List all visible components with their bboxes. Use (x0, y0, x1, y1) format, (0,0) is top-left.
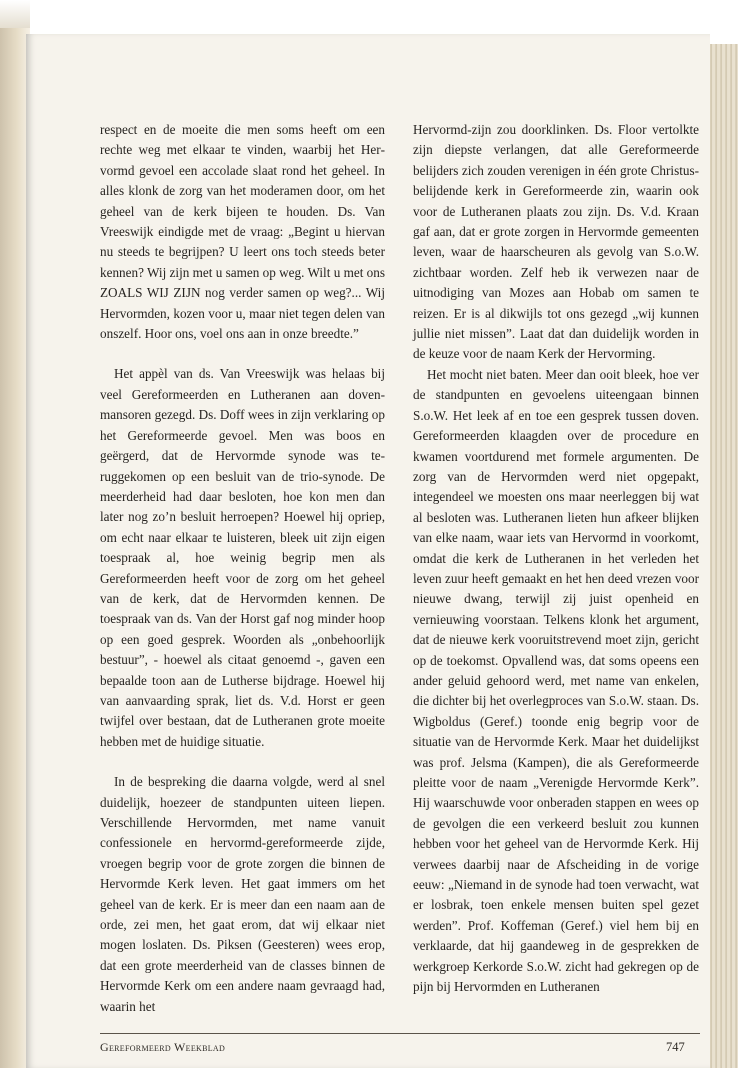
paragraph: Het mocht niet baten. Meer dan ooit bleek, hoe ver de standpunten en gevoelens uiteengaan binnen S.o.W. Het leek af en toe een gesprek tussen doven. Gereformeerden klaagden over de procedure en kwamen voortdurend met formele argumenten. De zorg van de Hervormden werd niet opgepakt, integendeel we moesten ons maar neerleggen bij wat al besloten was. Lutheranen lieten hun afkeer blijken van elke naam, waar iets van Hervormd in voorkomt, omdat die kerk de Lutheranen in het verleden het leven zuur heeft gemaakt en het hen deed vrezen voor nieuwe dwang, terwijl zij juist openheid en vernieuwing voorstaan. Telkens klonk het argument, dat de nieuwe kerk vooruitstrevend moet zijn, gericht op de toekomst. Opvallend was, dat soms opeens een ander geluid gehoord werd, met name van enkelen, die dichter bij het overlegproces van S.o.W. staan. Ds. Wigboldus (Geref.) toonde enig begrip voor de situatie van de Hervormde Kerk. Maar het duidelijkst was prof. Jelsma (Kampen), die als Gereformeerde pleitte voor de naam „Verenigde Hervormde Kerk”. Hij waarschuwde voor onberaden stappen en wees op de gevolgen die een verkeerd besluit zou kunnen hebben voor het geheel van de Hervormde Kerk. Hij verwees daarbij naar de Afscheiding in de vorige eeuw: „Niemand in de synode had toen verwacht, wat er losbrak, toen enkele mensen buiten spel gezet werden”. Prof. Koffeman (Geref.) viel hem bij en verklaarde, dat hij gaandeweg in de gesprekken de werkgroep Kerkorde S.o.W. zicht had gekregen op de pijn bij Hervormden en Lutheranen (413, 366, 699, 995)
footer-rule (100, 1033, 700, 1034)
magazine-page (26, 34, 710, 1068)
paragraph: Hervormd-zijn zou doorklinken. Ds. Floor vertolkte zijn diepste verlangen, dat alle Gereformeerde belijders zich zouden verenigen in één grote Christus-belijdende kerk in Gereformeerde zin, waarin ook voor de Lutheranen plaats zou zijn. Ds. V.d. Kraan gaf aan, dat er grote zorgen in Hervormde gemeenten leven, waar de haarscheuren als gevolg van S.o.W. zichtbaar worden. Zelf heb ik verwezen naar de uitnodiging van Mozes aan Hobab om samen te reizen. Er is al dikwijls tot ons gezegd „wij kunnen jullie niet missen”. Laat dat dan duidelijk worden in de keuze voor de naam Kerk der Hervorming. (413, 122, 699, 362)
paragraph: In de bespreking die daarna volgde, werd al snel duidelijk, hoezeer de standpunten uiteen liepen. Verschillende Hervormden, met name vanuit confessionele en hervormd-gereformeerde zijde, vroegen begrip voor de grote zorgen die binnen de Hervormde Kerk leven. Het gaat immers om het geheel van de kerk. Er is meer dan een naam aan de orde, zei men, het gaat erom, dat wij elkaar niet mogen loslaten. Ds. Piksen (Geesteren) wees erop, dat een grote meerderheid van de classes binnen de Hervormde Kerk om een andere naam gevraagd had, waarin het (100, 774, 385, 1014)
publication-title: Gereformeerd Weekblad (100, 1040, 226, 1054)
right-column (413, 120, 699, 997)
paragraph: respect en de moeite die men soms heeft om een rechte weg met elkaar te vinden, waarbij het Hervormd gevoel een accolade slaat rond het geheel. In alles klonk de zorg van het moderamen door, om het geheel van de kerk bijeen te houden. Ds. Van Vreeswijk eindigde met de vraag: „Begint u hiervan nu steeds te begrijpen? U leert ons toch steeds beter kennen? Wij zijn met u samen op weg. Wilt u met ons ZOALS WIJ ZIJN nog verder samen op weg?... Wij Hervormden, kozen voor u, maar niet tegen delen van onszelf. Hoor ons, voel ons aan in onze breedte.” (100, 122, 385, 342)
page-edges (708, 44, 738, 1068)
paragraph: Het appèl van ds. Van Vreeswijk was helaas bij veel Gereformeerden en Lutheranen aan dovenmansoren gezegd. Ds. Doff wees in zijn verklaring op het Gereformeerde gevoel. Men was boos en geërgerd, dat de Hervormde synode was teruggekomen op een besluit van de trio-synode. De meerderheid had daar besloten, hoe kon men dan later nog zo’n besluit herroepen? Hoewel hij opriep, om echt naar elkaar te luisteren, bleek uit zijn eigen toespraak al, hoe weinig begrip men als Gereformeerden heeft voor de zorg om het geheel van de kerk, dat de Hervormden kennen. De toespraak van ds. Van der Horst gaf nog minder hoop op een goed gesprek. Woorden als „onbehoorlijk bestuur”, - hoewel als citaat genoemd -, gaven een bepaalde toon aan de Lutherse bijdrage. Hoewel hij van aanvaarding sprak, liet ds. V.d. Horst er geen twijfel over bestaan, dat de Lutheranen grote moeite hebben met de huidige situatie. (100, 366, 385, 749)
page-number: 747 (666, 1040, 685, 1054)
left-column (100, 120, 385, 1017)
